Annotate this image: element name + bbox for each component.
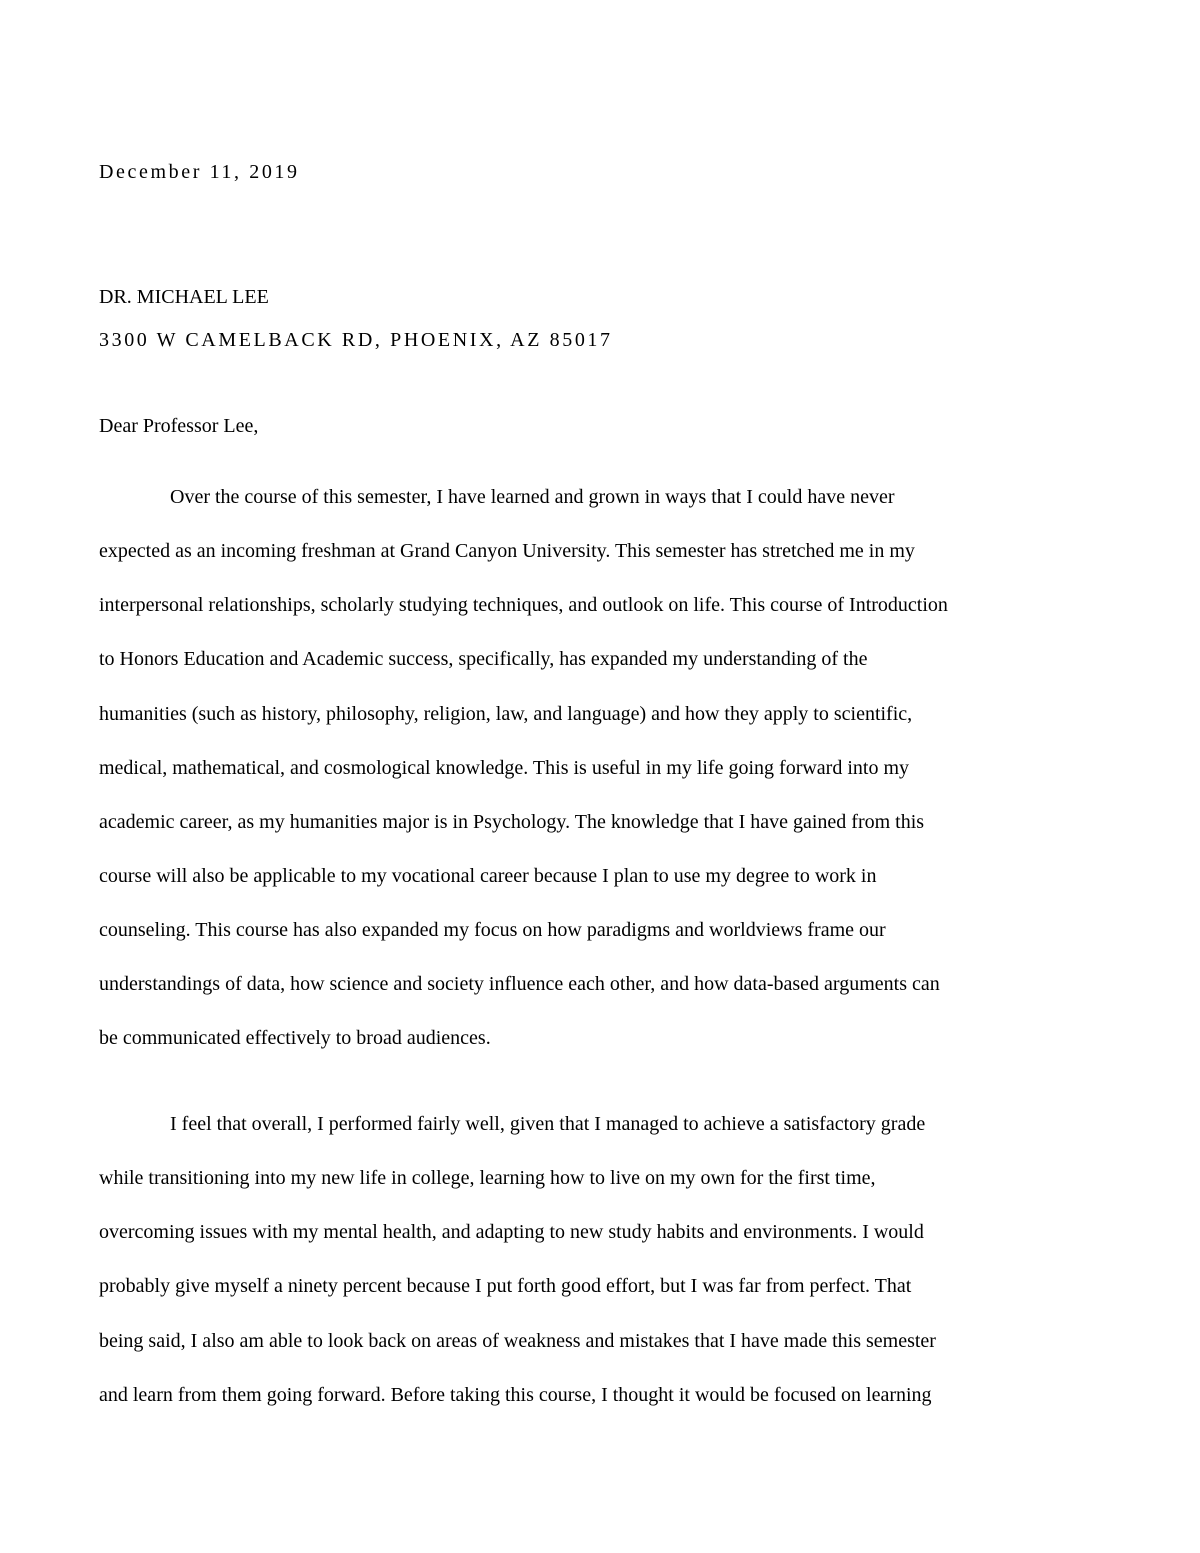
paragraph-2-line: probably give myself a ninety percent because I put forth good effort, but I was far from perfect. That: [99, 1275, 912, 1297]
paragraph-2-line: and learn from them going forward. Before taking this course, I thought it would be focused on learning: [99, 1384, 932, 1406]
paragraph-1-line: to Honors Education and Academic success, specifically, has expanded my understanding of the: [99, 648, 868, 670]
paragraph-2-line: being said, I also am able to look back on areas of weakness and mistakes that I have made this semester: [99, 1330, 936, 1352]
paragraph-1-line: expected as an incoming freshman at Grand Canyon University. This semester has stretched me in my: [99, 540, 915, 562]
salutation: Dear Professor Lee,: [99, 415, 259, 437]
paragraph-1-line: humanities (such as history, philosophy, religion, law, and language) and how they apply to scientific,: [99, 703, 913, 725]
paragraph-1-line: medical, mathematical, and cosmological knowledge. This is useful in my life going forward into my: [99, 757, 909, 779]
paragraph-2-line: I feel that overall, I performed fairly well, given that I managed to achieve a satisfactory grade: [170, 1113, 926, 1135]
paragraph-1-line: course will also be applicable to my vocational career because I plan to use my degree to work in: [99, 865, 877, 887]
recipient-name: DR. MICHAEL LEE: [99, 286, 269, 308]
recipient-address: 3300 W CAMELBACK RD, PHOENIX, AZ 85017: [99, 329, 613, 351]
paragraph-1-line: interpersonal relationships, scholarly studying techniques, and outlook on life. This course of Introduction: [99, 594, 948, 616]
letter-date: December 11, 2019: [99, 161, 300, 183]
paragraph-1-line: be communicated effectively to broad audiences.: [99, 1027, 491, 1049]
paragraph-1-line: counseling. This course has also expanded my focus on how paradigms and worldviews frame our: [99, 919, 886, 941]
paragraph-1-line: academic career, as my humanities major is in Psychology. The knowledge that I have gained from this: [99, 811, 925, 833]
paragraph-2-line: overcoming issues with my mental health, and adapting to new study habits and environments. I would: [99, 1221, 924, 1243]
paragraph-1-line: understandings of data, how science and society influence each other, and how data-based arguments can: [99, 973, 940, 995]
paragraph-1-line: Over the course of this semester, I have learned and grown in ways that I could have never: [170, 486, 895, 508]
paragraph-2-line: while transitioning into my new life in college, learning how to live on my own for the first time,: [99, 1167, 876, 1189]
